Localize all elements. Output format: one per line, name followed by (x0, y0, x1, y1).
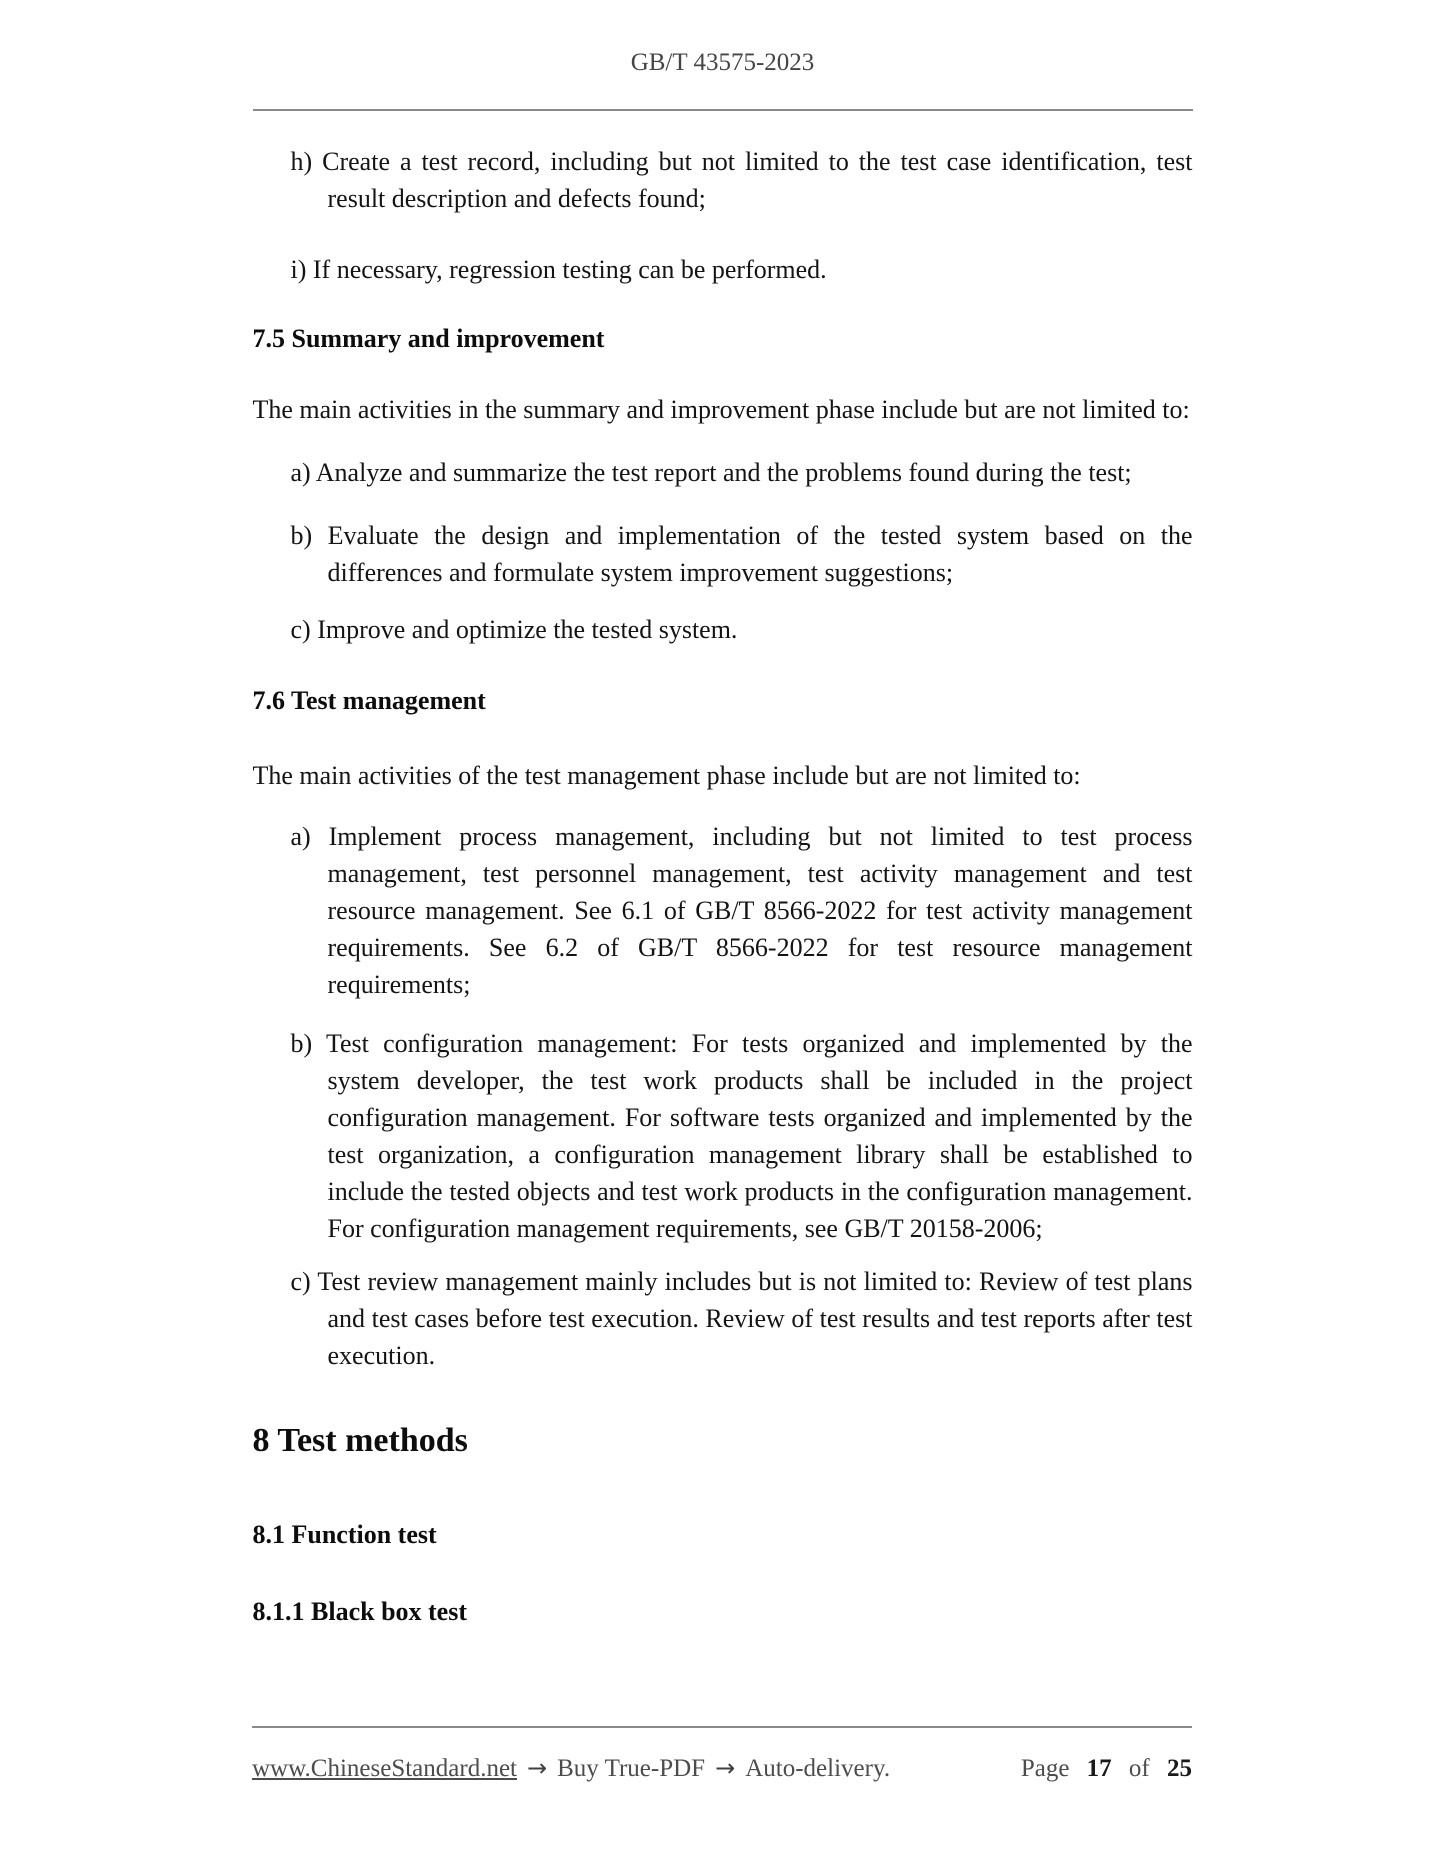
list-text: Create a test record, including but not limited to the test case identification, test result description and defects found; (322, 147, 1193, 213)
list-marker: a) (290, 458, 311, 487)
page-indicator (1021, 1753, 1192, 1785)
of-label: of (1128, 1755, 1150, 1782)
section-heading-7-6: 7.6 Test management (252, 686, 486, 715)
page-label: Page (1020, 1755, 1070, 1782)
list-item-h (253, 143, 1193, 217)
section-heading-8-1: 8.1 Function test (252, 1520, 437, 1549)
document-footer (252, 1726, 1192, 1785)
list-item (253, 1263, 1193, 1374)
page-total: 25 (1167, 1755, 1192, 1782)
list-item-i (253, 251, 1193, 288)
chapter-heading-8: 8 Test methods (252, 1422, 468, 1459)
list-item (253, 454, 1193, 491)
section-heading-7-5: 7.5 Summary and improvement (252, 324, 605, 353)
list-marker: h) (290, 147, 313, 176)
page-current: 17 (1086, 1755, 1112, 1782)
list-marker: c) (290, 615, 311, 644)
header-divider (253, 109, 1193, 111)
list-text: Analyze and summarize the test report and the problems found during the test; (315, 458, 1132, 487)
list-text: Test configuration management: For tests organized and implemented by the system developer, the test work products shall be included in the project configuration management. For software tests organized and implemented by the test organization, a configuration management library shall be established to include the tested objects and test work products in the configuration management. For configuration management requirements, see GB/T 20158-2006; (325, 1029, 1193, 1243)
list-text: If necessary, regression testing can be performed. (312, 255, 827, 284)
section-heading-8-1-1: 8.1.1 Black box test (252, 1597, 467, 1626)
right-arrow-icon: → (527, 1754, 548, 1782)
list-text: Improve and optimize the tested system. (317, 615, 738, 644)
list-text: Evaluate the design and implementation of the tested system based on the differences and formulate system improvement suggestions; (327, 521, 1193, 587)
footer-buy-label: Buy True-PDF (557, 1755, 706, 1782)
list-marker: b) (290, 1029, 313, 1058)
list-text: Implement process management, including but not limited to test process management, test personnel management, test activity management and test resource management. See 6.1 of GB/T 8566-2022 for test activity management requirements. See 6.2 of GB/T 8566-2022 for test resource management requirements; (327, 822, 1193, 999)
footer-delivery-label: Auto-delivery. (745, 1755, 891, 1782)
list-item (253, 517, 1193, 591)
list-marker: a) (290, 822, 311, 851)
document-header (253, 0, 1193, 79)
list-item (253, 611, 1193, 648)
footer-website-link[interactable]: www.ChineseStandard.net (252, 1755, 517, 1782)
list-text: Test review management mainly includes but is not limited to: Review of test plans and test cases before test execution. Review of test results and test reports after test execution. (317, 1267, 1193, 1370)
list-item (253, 1025, 1193, 1247)
footer-divider (252, 1726, 1192, 1728)
section-7-6-intro: The main activities of the test management phase include but are not limited to: (252, 761, 1081, 790)
list-marker: c) (290, 1267, 311, 1296)
standard-number: GB/T 43575-2023 (630, 49, 815, 76)
list-item (253, 818, 1193, 1003)
right-arrow-icon: → (715, 1754, 736, 1782)
footer-links (252, 1752, 890, 1785)
list-marker: b) (290, 521, 313, 550)
section-7-5-intro: The main activities in the summary and improvement phase include but are not limited to: (252, 395, 1190, 424)
list-marker: i) (290, 255, 307, 284)
